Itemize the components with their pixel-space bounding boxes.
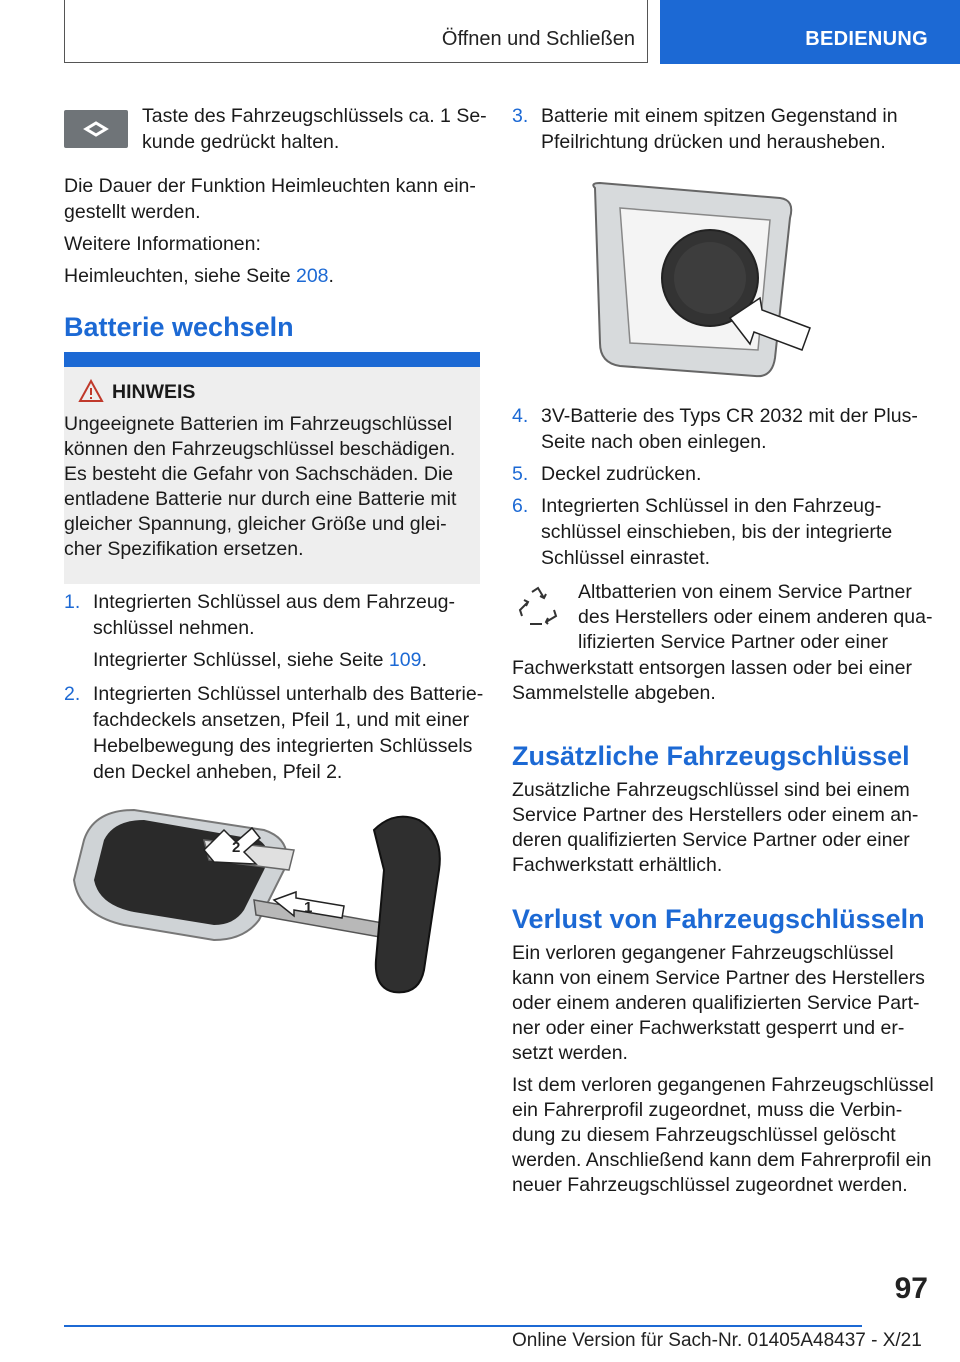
step-5-number: 5. (512, 463, 529, 485)
online-version-text: Online Version für Sach-Nr. 01405A48437 - X/21 (512, 1330, 922, 1351)
lost2-text-1: Ist dem verloren gegangenen Fahrzeugschlüssel (512, 1074, 934, 1096)
lost-text-2: kann von einem Service Partner des Herstellers (512, 967, 925, 989)
step-6-text-1: Integrierten Schlüssel in den Fahrzeug- (541, 495, 882, 517)
note-line-4: entladene Batterie nur durch eine Batterie mit (64, 488, 457, 510)
note-box (64, 360, 480, 584)
header-section-tab[interactable] (660, 0, 960, 64)
battery-compartment-illustration (580, 178, 830, 388)
lost-text-1: Ein verloren gegangener Fahrzeugschlüssel (512, 942, 894, 964)
reference-heimleuchten (64, 264, 334, 290)
note-label: HINWEIS (112, 381, 196, 403)
recycle-text-1: Altbatterien von einem Service Partner (578, 581, 912, 603)
header-chapter-box (64, 0, 648, 63)
key-button-icon (64, 110, 128, 148)
lost-text-3: oder einem anderen qualifizierten Service Part- (512, 992, 920, 1014)
lost-text-5: setzt werden. (512, 1042, 628, 1064)
heading-rule (64, 352, 480, 360)
ref-page-link[interactable]: 208 (295, 265, 329, 287)
step-6-text-2: schlüssel einschieben, bis der integrierte (541, 521, 893, 543)
recycle-text-5: Sammelstelle abgeben. (512, 682, 716, 704)
step-1-ref-end: . (421, 649, 427, 671)
lost2-text-3: dung zu diesem Fahrzeugschlüssel gelöscht (512, 1124, 896, 1146)
note-line-6: cher Spezifikation ersetzen. (64, 538, 304, 560)
step-3-text-1: Batterie mit einem spitzen Gegenstand in (541, 105, 898, 127)
extra-keys-text-2: Service Partner des Herstellers oder einem an- (512, 804, 919, 826)
more-info-label: Weitere Informationen: (64, 233, 261, 255)
step-2-text-3: Hebelbewegung des integrierten Schlüssels (93, 735, 473, 757)
extra-keys-text-4: Fachwerkstatt erhältlich. (512, 854, 723, 876)
extra-keys-text-1: Zusätzliche Fahrzeugschlüssel sind bei einem (512, 779, 910, 801)
step-2-text-1: Integrierten Schlüssel unterhalb des Batterie- (93, 683, 484, 705)
step-4-number: 4. (512, 405, 529, 427)
lost-text-4: ner oder einer Fachwerkstatt gesperrt und er- (512, 1017, 905, 1039)
note-line-3: Es besteht die Gefahr von Sachschäden. Die (64, 463, 454, 485)
step-2-text-4: den Deckel anheben, Pfeil 2. (93, 761, 343, 783)
recycle-icon (514, 584, 562, 632)
note-line-1: Ungeeignete Batterien im Fahrzeugschlüssel (64, 413, 453, 435)
step-6-number: 6. (512, 495, 529, 517)
battery-heading: Batterie wechseln (64, 312, 294, 342)
section-label: BEDIENUNG (805, 28, 928, 50)
step-2-text-2: fachdeckels ansetzen, Pfeil 1, und mit einer (93, 709, 470, 731)
step-3-number: 3. (512, 105, 529, 127)
step-2-number: 2. (64, 683, 81, 705)
duration-text-2: gestellt werden. (64, 201, 201, 223)
lost2-text-4: werden. Anschließend kann dem Fahrerprofil ein (512, 1149, 932, 1171)
step-6-text-3: Schlüssel einrastet. (541, 547, 711, 569)
step-1-ref-text: Integrierter Schlüssel, siehe Seite (93, 649, 389, 671)
step-1-reference (93, 648, 427, 674)
recycle-text-2: des Herstellers oder einem anderen qua- (578, 606, 933, 628)
step-5-text-1: Deckel zudrücken. (541, 463, 702, 485)
step-1-number: 1. (64, 591, 81, 613)
extra-keys-heading: Zusätzliche Fahrzeugschlüssel (512, 741, 910, 771)
step-1-text-2: schlüssel nehmen. (93, 617, 255, 639)
extra-keys-text-3: deren qualifizierten Service Partner oder einer (512, 829, 910, 851)
lost2-text-5: neuer Fahrzeugschlüssel zugeordnet werden. (512, 1174, 908, 1196)
key-hold-text-1: Taste des Fahrzeugschlüssels ca. 1 Se- (142, 105, 487, 127)
arrow-1-label: 1 (304, 899, 313, 916)
key-hold-text-2: kunde gedrückt halten. (142, 131, 340, 153)
step-4-text-2: Seite nach oben einlegen. (541, 431, 767, 453)
ref-end: . (328, 265, 334, 287)
recycle-text-4: Fachwerkstatt entsorgen lassen oder bei einer (512, 657, 912, 679)
step-3-text-2: Pfeilrichtung drücken und herausheben. (541, 131, 886, 153)
recycle-text-3: lifizierten Service Partner oder einer (578, 631, 888, 653)
step-1-ref-page-link[interactable]: 109 (388, 649, 422, 671)
note-line-2: können den Fahrzeugschlüssel beschädigen. (64, 438, 456, 460)
step-1-text-1: Integrierten Schlüssel aus dem Fahrzeug- (93, 591, 456, 613)
arrow-2-label: 2 (232, 839, 241, 856)
footer-rule (64, 1325, 862, 1327)
page-number: 97 (894, 1272, 928, 1305)
note-line-5: gleicher Spannung, gleicher Größe und glei- (64, 513, 447, 535)
duration-text-1: Die Dauer der Funktion Heimleuchten kann ein- (64, 175, 476, 197)
lost-keys-heading: Verlust von Fahrzeugschlüsseln (512, 904, 925, 934)
step-4-text-1: 3V-Batterie des Typs CR 2032 mit der Plus- (541, 405, 918, 427)
chapter-title: Öffnen und Schließen (441, 28, 635, 50)
key-removal-illustration (64, 800, 480, 1015)
warning-icon (78, 379, 104, 403)
lost2-text-2: ein Fahrerprofil zugeordnet, muss die Verbin- (512, 1099, 903, 1121)
ref-text: Heimleuchten, siehe Seite (64, 265, 296, 287)
